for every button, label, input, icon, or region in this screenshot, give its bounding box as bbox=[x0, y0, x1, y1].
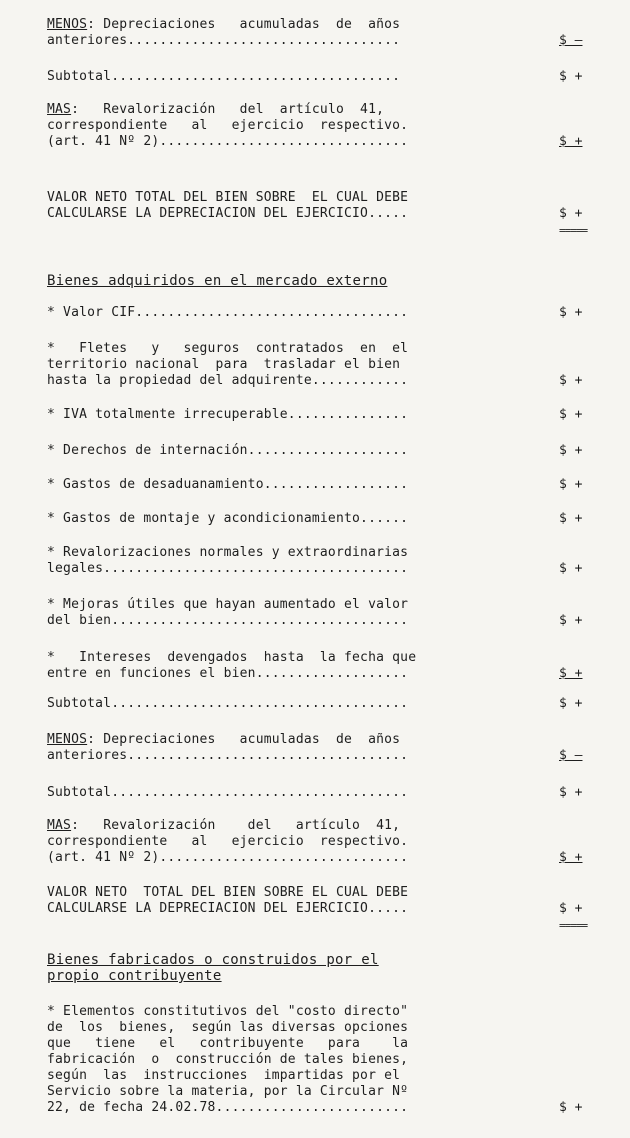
line-item bbox=[47, 443, 607, 459]
line-item-text-line: según las instrucciones impartidas por el bbox=[47, 1068, 401, 1083]
line-item-text-line: * Elementos constitutivos del "costo directo" bbox=[47, 1004, 409, 1019]
amount-sign: $ + bbox=[559, 901, 583, 916]
line-item-text bbox=[47, 818, 517, 866]
line-item bbox=[47, 597, 607, 629]
line-item-text bbox=[47, 597, 517, 629]
line-item-text-line: MAS: Revalorización del artículo 41, bbox=[47, 102, 385, 117]
line-item-text bbox=[47, 511, 517, 527]
line-item-text-line: Subtotal..................................... bbox=[47, 785, 409, 800]
line-item-text-line: anteriores.................................. bbox=[47, 33, 401, 48]
line-item-text-line: * Mejoras útiles que hayan aumentado el valor bbox=[47, 597, 409, 612]
line-item bbox=[47, 477, 607, 493]
amount-sign: $ + bbox=[559, 373, 583, 388]
line-item-text bbox=[47, 341, 517, 389]
lead-keyword: MENOS bbox=[47, 732, 88, 747]
line-item-text-line: del bien..................................... bbox=[47, 613, 409, 628]
amount-sign: $ + bbox=[559, 407, 583, 422]
line-item bbox=[47, 818, 607, 866]
line-item-text bbox=[47, 477, 517, 493]
line-item-text-line: Servicio sobre la materia, por la Circular Nº bbox=[47, 1084, 409, 1099]
line-item bbox=[47, 885, 607, 932]
line-item-text-line: territorio nacional para trasladar el bien bbox=[47, 357, 401, 372]
line-item-text bbox=[47, 732, 517, 764]
line-item-text-line: MENOS: Depreciaciones acumuladas de años bbox=[47, 17, 401, 32]
line-item-text-line: * Revalorizaciones normales y extraordinarias bbox=[47, 545, 409, 560]
amount-sign: $ + bbox=[559, 613, 583, 628]
amount-sign: $ + bbox=[559, 850, 583, 865]
line-item-text bbox=[47, 305, 517, 321]
amount-sign: $ + bbox=[559, 305, 583, 320]
line-item-text bbox=[47, 1004, 517, 1116]
line-item-text-line: de los bienes, según las diversas opciones bbox=[47, 1020, 409, 1035]
amount-sign: $ + bbox=[559, 561, 583, 576]
line-item bbox=[47, 407, 607, 423]
total-double-underline: ===== bbox=[559, 224, 588, 237]
amount-sign: $ + bbox=[559, 134, 583, 149]
line-item-text-line: anteriores................................... bbox=[47, 748, 409, 763]
line-item-text-line: CALCULARSE LA DEPRECIACION DEL EJERCICIO..... bbox=[47, 206, 409, 221]
line-item-text bbox=[47, 696, 517, 712]
line-item bbox=[47, 511, 607, 527]
line-item-text-line: correspondiente al ejercicio respectivo. bbox=[47, 118, 409, 133]
line-item-text-line: que tiene el contribuyente para la bbox=[47, 1036, 409, 1051]
line-item-text-line: hasta la propiedad del adquirente............ bbox=[47, 373, 409, 388]
line-item bbox=[47, 341, 607, 389]
section-heading-line: propio contribuyente bbox=[47, 968, 222, 984]
line-item-text-line: Subtotal.................................... bbox=[47, 69, 401, 84]
line-item bbox=[47, 17, 607, 49]
line-item-text bbox=[47, 69, 517, 85]
line-item-text-line: * Valor CIF.................................. bbox=[47, 305, 409, 320]
line-item-text bbox=[47, 650, 517, 682]
line-item-text-line: MAS: Revalorización del artículo 41, bbox=[47, 818, 401, 833]
amount-sign: $ + bbox=[559, 666, 583, 681]
amount-sign: $ – bbox=[559, 748, 583, 763]
line-item-text bbox=[47, 545, 517, 577]
line-item bbox=[47, 305, 607, 321]
line-item-text bbox=[47, 407, 517, 423]
amount-sign: $ + bbox=[559, 1100, 583, 1115]
amount-sign: $ + bbox=[559, 69, 583, 84]
line-item-text-line: fabricación o construcción de tales bienes, bbox=[47, 1052, 409, 1067]
line-item-text-line: * Fletes y seguros contratados en el bbox=[47, 341, 409, 356]
amount-sign: $ + bbox=[559, 443, 583, 458]
amount-sign: $ + bbox=[559, 785, 583, 800]
line-item-text-line: CALCULARSE LA DEPRECIACION DEL EJERCICIO..... bbox=[47, 901, 409, 916]
line-item-text bbox=[47, 190, 517, 222]
line-item bbox=[47, 102, 607, 150]
line-item-text-line: correspondiente al ejercicio respectivo. bbox=[47, 834, 409, 849]
line-item-text-line: entre en funciones el bien................... bbox=[47, 666, 409, 681]
line-item-text-line: legales...................................... bbox=[47, 561, 409, 576]
section-heading bbox=[47, 273, 607, 289]
line-item-text-line: (art. 41 Nº 2)............................... bbox=[47, 850, 409, 865]
line-item-text-line: MENOS: Depreciaciones acumuladas de años bbox=[47, 732, 401, 747]
line-item-text bbox=[47, 785, 517, 801]
line-item bbox=[47, 650, 607, 682]
line-item-text-line: 22, de fecha 24.02.78........................ bbox=[47, 1100, 409, 1115]
line-item bbox=[47, 785, 607, 801]
amount-sign: $ + bbox=[559, 206, 583, 221]
lead-keyword: MAS bbox=[47, 818, 72, 833]
total-double-underline: ===== bbox=[559, 919, 588, 932]
line-item bbox=[47, 545, 607, 577]
line-item-text bbox=[47, 17, 517, 49]
section-heading-line: Bienes fabricados o construidos por el bbox=[47, 952, 379, 968]
line-item-text-line: VALOR NETO TOTAL DEL BIEN SOBRE EL CUAL DEBE bbox=[47, 190, 409, 205]
section-heading bbox=[47, 952, 607, 984]
line-item-text-line: * Gastos de montaje y acondicionamiento...... bbox=[47, 511, 409, 526]
line-item bbox=[47, 190, 607, 237]
line-item bbox=[47, 1004, 607, 1116]
line-item bbox=[47, 69, 607, 85]
line-item-text bbox=[47, 443, 517, 459]
line-item-text-line: * Derechos de internación.................... bbox=[47, 443, 409, 458]
amount-sign: $ – bbox=[559, 33, 583, 48]
section-heading-line: Bienes adquiridos en el mercado externo bbox=[47, 273, 388, 289]
line-item-text-line: * Gastos de desaduanamiento.................. bbox=[47, 477, 409, 492]
line-item-text bbox=[47, 102, 517, 150]
line-item-text-line: (art. 41 Nº 2)............................... bbox=[47, 134, 409, 149]
lead-keyword: MENOS bbox=[47, 17, 88, 32]
line-item bbox=[47, 696, 607, 712]
line-item-text-line: * Intereses devengados hasta la fecha que bbox=[47, 650, 417, 665]
line-item-text bbox=[47, 885, 517, 917]
line-item bbox=[47, 732, 607, 764]
line-item-text-line: * IVA totalmente irrecuperable............... bbox=[47, 407, 409, 422]
amount-sign: $ + bbox=[559, 511, 583, 526]
lead-keyword: MAS bbox=[47, 102, 72, 117]
line-item-text-line: Subtotal..................................... bbox=[47, 696, 409, 711]
amount-sign: $ + bbox=[559, 696, 583, 711]
line-item-text-line: VALOR NETO TOTAL DEL BIEN SOBRE EL CUAL DEBE bbox=[47, 885, 409, 900]
amount-sign: $ + bbox=[559, 477, 583, 492]
